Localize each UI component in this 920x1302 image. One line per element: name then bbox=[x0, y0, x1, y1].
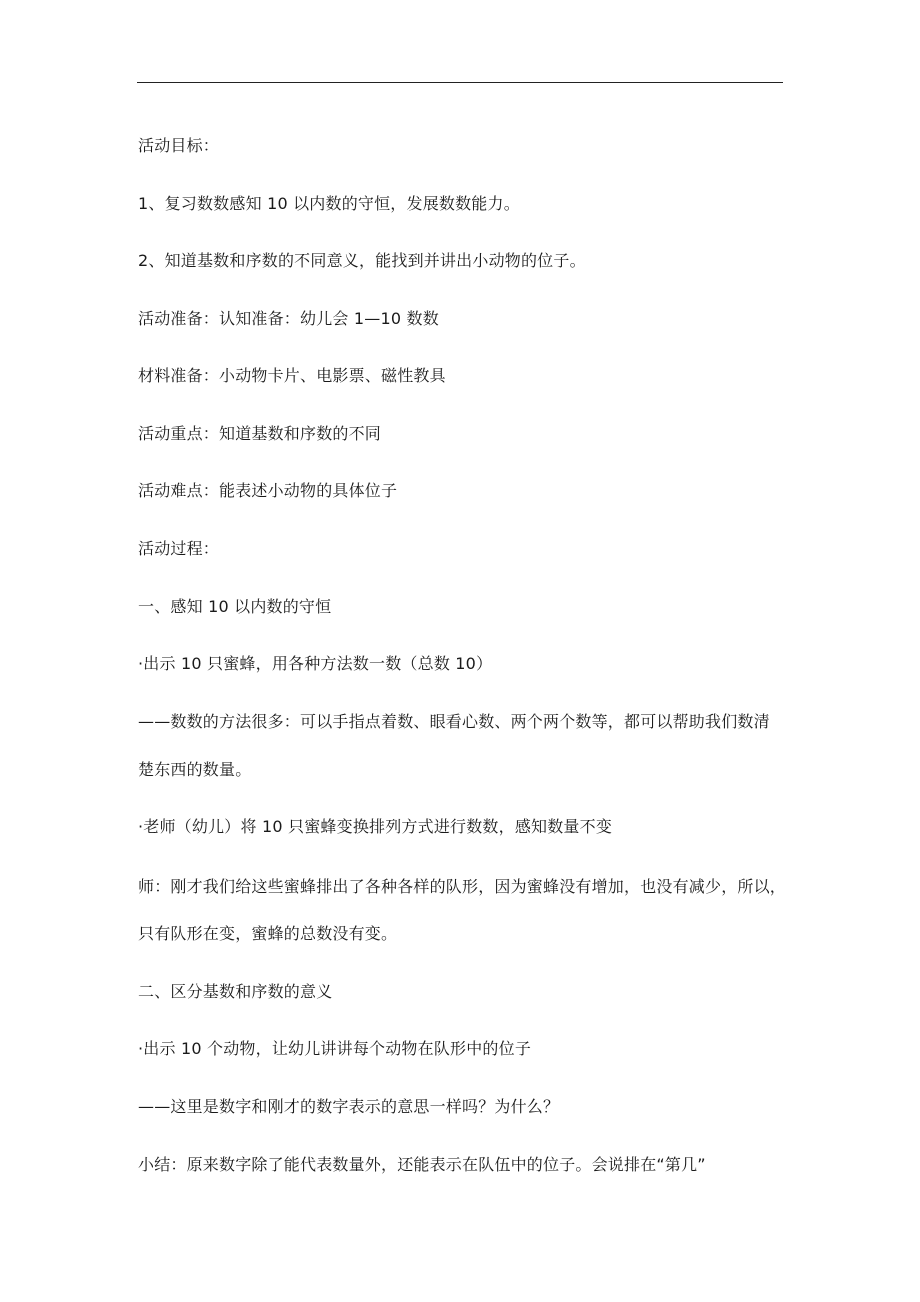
paragraph-line: ·出示 10 个动物，让幼儿讲讲每个动物在队形中的位子 bbox=[138, 1039, 532, 1058]
paragraph-line: ·老师（幼儿）将 10 只蜜蜂变换排列方式进行数数，感知数量不变 bbox=[138, 817, 613, 836]
paragraph-line: 只有队形在变，蜜蜂的总数没有变。 bbox=[138, 924, 398, 943]
header-rule bbox=[137, 82, 783, 83]
paragraph-line: ——数数的方法很多：可以手指点着数、眼看心数、两个两个数等，都可以帮助我们数清 bbox=[138, 712, 770, 731]
goal-item-1: 1、复习数数感知 10 以内数的守恒，发展数数能力。 bbox=[138, 194, 520, 213]
paragraph-line: ·出示 10 只蜜蜂，用各种方法数一数（总数 10） bbox=[138, 654, 493, 673]
section-2-title: 二、区分基数和序数的意义 bbox=[138, 982, 333, 1001]
summary-line: 小结：原来数字除了能代表数量外，还能表示在队伍中的位子。会说排在“第几” bbox=[138, 1155, 706, 1174]
paragraph-line: ——这里是数字和刚才的数字表示的意思一样吗？为什么？ bbox=[138, 1097, 560, 1116]
heading-activity-goals: 活动目标： bbox=[138, 136, 220, 155]
heading-activity-process: 活动过程： bbox=[138, 539, 220, 558]
activity-preparation: 活动准备：认知准备：幼儿会 1—10 数数 bbox=[138, 309, 439, 328]
section-1-title: 一、感知 10 以内数的守恒 bbox=[138, 597, 332, 616]
material-preparation: 材料准备：小动物卡片、电影票、磁性教具 bbox=[138, 366, 446, 385]
activity-key-point: 活动重点：知道基数和序数的不同 bbox=[138, 424, 382, 443]
goal-item-2: 2、知道基数和序数的不同意义，能找到并讲出小动物的位子。 bbox=[138, 251, 586, 270]
paragraph-line: 师：刚才我们给这些蜜蜂排出了各种各样的队形，因为蜜蜂没有增加，也没有减少，所以， bbox=[138, 877, 787, 896]
activity-difficulty: 活动难点：能表述小动物的具体位子 bbox=[138, 481, 398, 500]
paragraph-line: 楚东西的数量。 bbox=[138, 760, 252, 779]
